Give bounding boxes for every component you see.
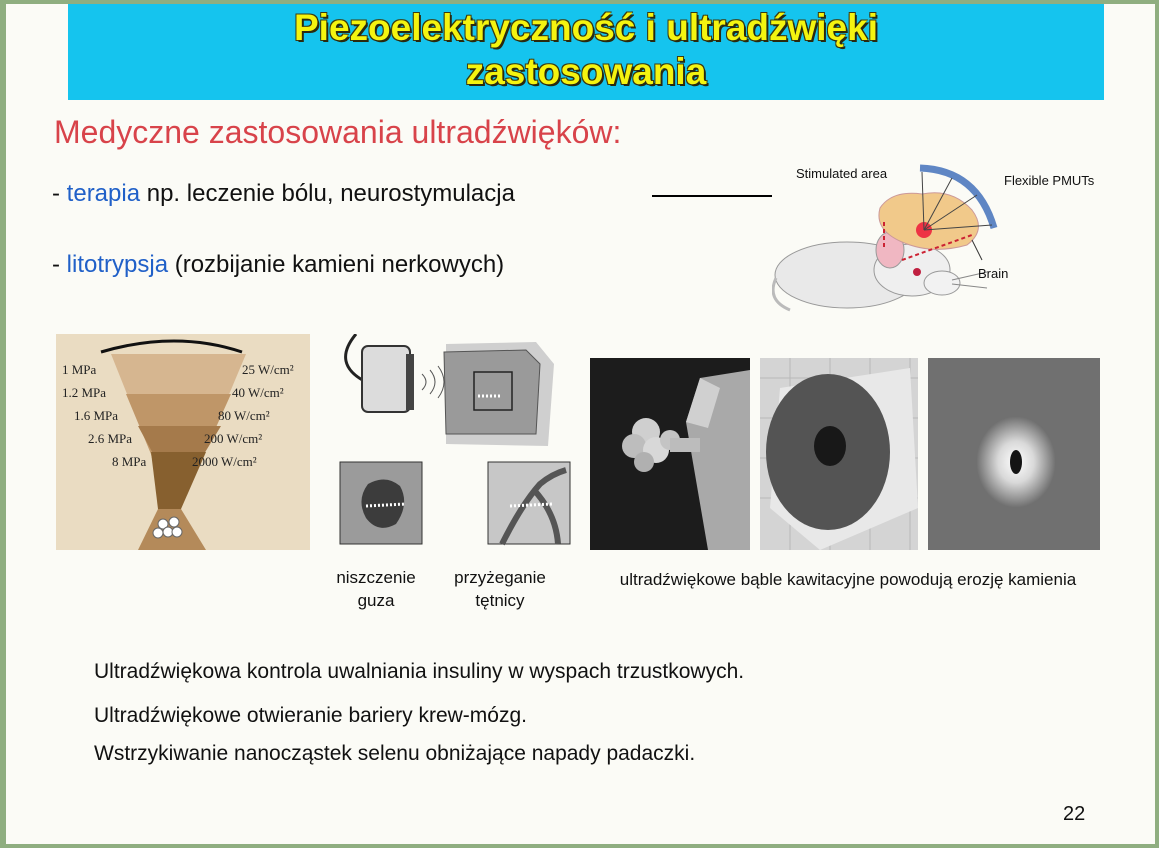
bullet-therapy	[52, 180, 515, 208]
paragraph-selenium: Wstrzykiwanie nanocząstek selenu obniżające napady padaczki.	[94, 742, 696, 765]
paragraph-blood-brain: Ultradźwiękowe otwieranie bariery krew-mózg.	[94, 704, 527, 727]
arrow-icon	[652, 186, 792, 206]
caption-cavitation: ultradźwiękowe bąble kawitacyjne powodują erozję kamienia	[619, 570, 1077, 589]
pressure-label: 2.6 MPa	[88, 431, 133, 446]
bullet-dash: -	[52, 251, 67, 278]
flexible-pmuts-label: Flexible PMUTs	[1004, 173, 1095, 188]
intensity-label: 80 W/cm²	[218, 408, 270, 423]
intensity-label: 2000 W/cm²	[192, 454, 257, 469]
caption-artery-line-2: tętnicy	[475, 591, 525, 610]
pressure-label: 1 MPa	[62, 362, 97, 377]
bullet-text: np. leczenie bólu, neurostymulacja	[140, 180, 515, 207]
mouse-pmut-figure	[772, 150, 1112, 320]
title-line-1: Piezoelektryczność i ultradźwięki	[294, 7, 878, 48]
section-subtitle: Medyczne zastosowania ultradźwięków:	[54, 114, 622, 150]
pressure-label: 1.6 MPa	[74, 408, 119, 423]
title-line-2: zastosowania	[465, 51, 707, 92]
brain-label: Brain	[978, 266, 1009, 281]
cavitation-photo-3	[928, 358, 1100, 550]
focus-pressure-figure	[56, 334, 310, 550]
page-number: 22	[1063, 803, 1086, 825]
cavitation-photo-2	[760, 358, 918, 550]
transducer-figure	[326, 334, 572, 554]
paragraph-insulin: Ultradźwiękowa kontrola uwalniania insuliny w wyspach trzustkowych.	[94, 660, 745, 683]
bullet-keyword: litotrypsja	[66, 251, 169, 278]
intensity-label: 40 W/cm²	[232, 385, 284, 400]
caption-tumor	[326, 566, 426, 612]
stimulated-area-label: Stimulated area	[796, 166, 888, 181]
caption-artery-line-1: przyżeganie	[454, 568, 546, 587]
pressure-label: 8 MPa	[112, 454, 147, 469]
bullet-lithotripsy	[52, 251, 504, 279]
caption-tumor-line-1: niszczenie	[336, 568, 416, 587]
intensity-label: 25 W/cm²	[242, 362, 294, 377]
slide-title	[68, 6, 1104, 94]
pressure-label: 1.2 MPa	[62, 385, 107, 400]
bullet-text: (rozbijanie kamieni nerkowych)	[168, 251, 505, 278]
bullet-keyword: terapia	[66, 180, 141, 207]
cavitation-photo-1	[590, 358, 750, 550]
bullet-dash: -	[52, 180, 67, 207]
caption-tumor-line-2: guza	[357, 591, 395, 610]
caption-artery	[440, 566, 560, 612]
intensity-label: 200 W/cm²	[204, 431, 263, 446]
